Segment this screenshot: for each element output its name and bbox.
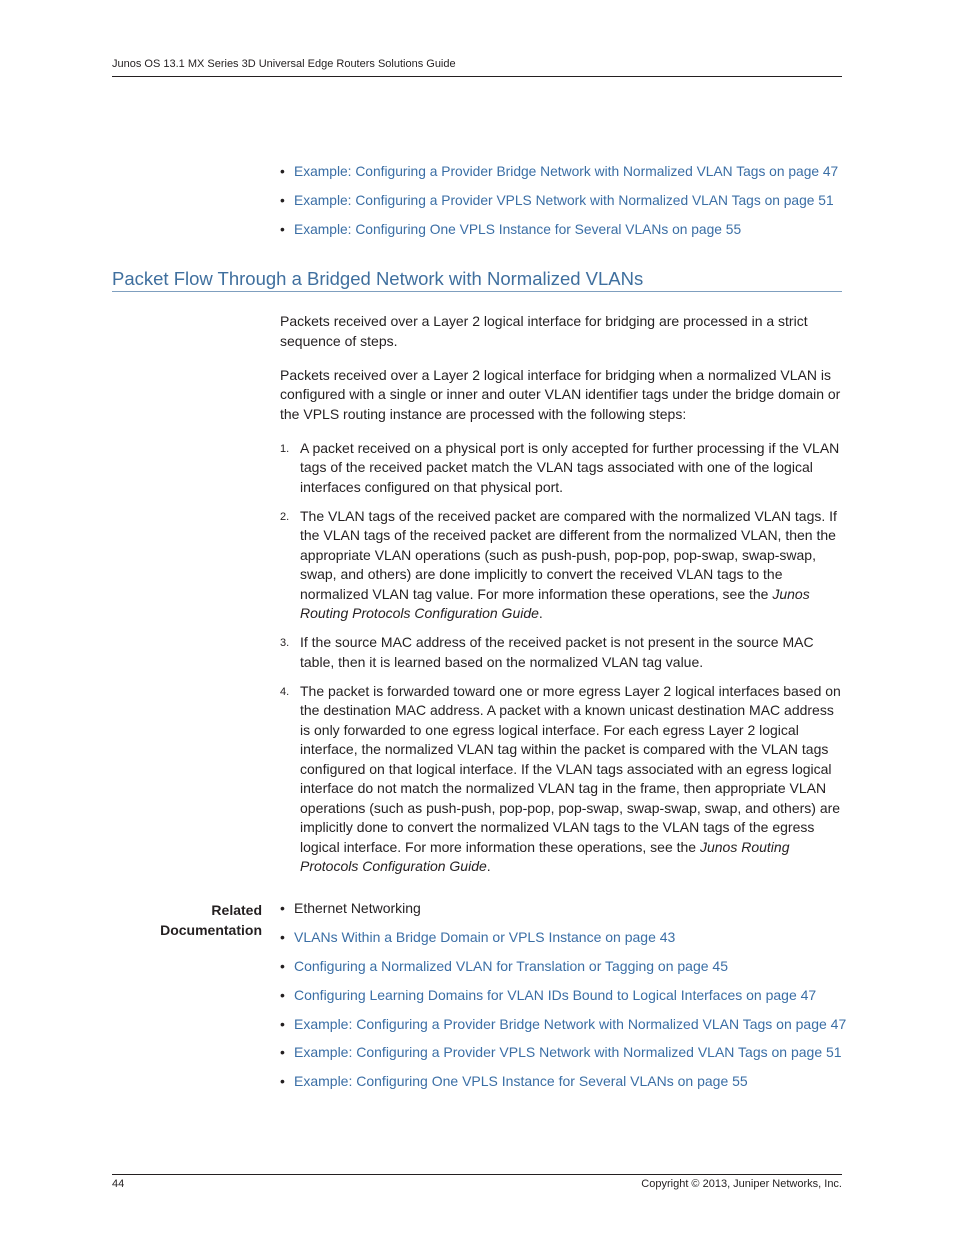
list-item xyxy=(280,1072,845,1091)
link-vlans-within-bridge-domain[interactable]: VLANs Within a Bridge Domain or VPLS Instance on page 43 xyxy=(294,928,676,945)
related-documentation-list xyxy=(280,899,845,1101)
step-text: The VLAN tags of the received packet are compared with the normalized VLAN tags. If the VLAN tags of the received packet are different from the normalized VLAN, then the appropriate VLAN operations (such as push-push, pop-pop, pop-swap, swap-swap, swap, and others) are done implicitly to convert the received VLAN tags to the normalized VLAN tag value. For more information these operations, see the xyxy=(300,507,837,602)
header-divider xyxy=(112,76,842,77)
link-provider-vpls-example[interactable]: Example: Configuring a Provider VPLS Network with Normalized VLAN Tags on page 51 xyxy=(294,192,834,208)
link-provider-bridge-example[interactable]: Example: Configuring a Provider Bridge Network with Normalized VLAN Tags on page 47 xyxy=(294,1015,847,1032)
link-one-vpls-instance-example[interactable]: Example: Configuring One VPLS Instance for Several VLANs on page 55 xyxy=(294,1073,748,1090)
guide-title: Junos Routing Protocols Configuration Guide xyxy=(300,838,790,874)
step-number: 3. xyxy=(280,637,290,649)
list-item xyxy=(280,220,845,239)
paragraph: Packets received over a Layer 2 logical interface for bridging when a normalized VLAN is configured with a single or inner and outer VLAN identifier tags under the bridge domain or the VPLS routing instance are processed with the following steps: xyxy=(280,366,841,422)
paragraph: Packets received over a Layer 2 logical interface for bridging are processed in a strict sequence of steps. xyxy=(280,313,808,349)
bullet-icon: • xyxy=(280,957,285,974)
bullet-icon: • xyxy=(280,192,285,208)
bullet-icon: • xyxy=(280,1015,285,1032)
list-item xyxy=(280,1043,845,1062)
step-number: 2. xyxy=(280,510,290,523)
running-header: Junos OS 13.1 MX Series 3D Universal Edge Routers Solutions Guide xyxy=(112,58,456,70)
link-configuring-normalized-vlan[interactable]: Configuring a Normalized VLAN for Translation or Tagging on page 45 xyxy=(294,957,728,974)
related-label-line: Related xyxy=(211,902,262,918)
step-tail: . xyxy=(486,858,491,874)
footer-divider xyxy=(112,1174,842,1175)
section-divider xyxy=(112,291,842,292)
steps-list xyxy=(280,439,843,877)
list-item xyxy=(280,928,845,947)
step-text: A packet received on a physical port is only accepted for further processing if the VLAN tags of the received packet match the VLAN tags associated with one of the logical interfaces configured on that physical port. xyxy=(300,439,840,495)
list-item xyxy=(280,191,845,210)
page-number: 44 xyxy=(112,1178,125,1190)
copyright-notice: Copyright © 2013, Juniper Networks, Inc. xyxy=(641,1178,842,1190)
link-provider-vpls-example[interactable]: Example: Configuring a Provider VPLS Network with Normalized VLAN Tags on page 51 xyxy=(294,1044,842,1061)
bullet-icon: • xyxy=(280,1073,285,1090)
step-text: If the source MAC address of the received packet is not present in the source MAC table, then it is learned based on the normalized VLAN tag value. xyxy=(300,634,814,670)
list-item xyxy=(280,957,845,976)
step-item xyxy=(280,633,843,672)
list-item xyxy=(280,986,845,1005)
section-body xyxy=(280,312,843,886)
section-title: Packet Flow Through a Bridged Network with Normalized VLANs xyxy=(112,268,644,289)
guide-title: Junos Routing Protocols Configuration Guide xyxy=(300,585,810,621)
bullet-icon: • xyxy=(280,928,285,945)
related-item-ethernet-networking: Ethernet Networking xyxy=(294,900,421,916)
link-provider-bridge-example[interactable]: Example: Configuring a Provider Bridge Network with Normalized VLAN Tags on page 47 xyxy=(294,164,839,179)
step-number: 4. xyxy=(280,685,290,698)
step-tail: . xyxy=(538,605,543,621)
link-one-vpls-instance-example[interactable]: Example: Configuring One VPLS Instance for Several VLANs on page 55 xyxy=(294,221,742,237)
top-related-links xyxy=(280,162,845,248)
step-item xyxy=(280,439,843,498)
related-label-line: Documentation xyxy=(160,922,262,938)
related-documentation-label xyxy=(112,900,262,940)
bullet-icon: • xyxy=(280,164,285,179)
step-item xyxy=(280,507,843,624)
list-item xyxy=(280,899,845,918)
bullet-icon: • xyxy=(280,221,285,237)
bullet-icon: • xyxy=(280,900,285,916)
bullet-icon: • xyxy=(280,1044,285,1061)
list-item xyxy=(280,1015,845,1034)
step-text: The packet is forwarded toward one or more egress Layer 2 logical interfaces based on the destination MAC address. A packet with a known unicast destination MAC address is only forwarded to one egress logical interface. For each egress Layer 2 logical interface, the normalized VLAN tag within the packet is compared with the VLAN tags configured on that logical interface. If the VLAN tags associated with an egress logical interface do not match the normalized VLAN tag in the frame, then appropriate VLAN operations (such as push-push, pop-pop, pop-swap, swap-swap, swap, and others) are implicitly done to convert the normalized VLAN tags to the VLAN tags of the egress logical interface. For more information these operations, see the xyxy=(300,682,841,855)
bullet-icon: • xyxy=(280,986,285,1003)
link-configuring-learning-domains[interactable]: Configuring Learning Domains for VLAN IDs Bound to Logical Interfaces on page 47 xyxy=(294,986,817,1003)
step-item xyxy=(280,682,843,877)
step-number: 1. xyxy=(280,442,290,455)
list-item xyxy=(280,162,845,181)
